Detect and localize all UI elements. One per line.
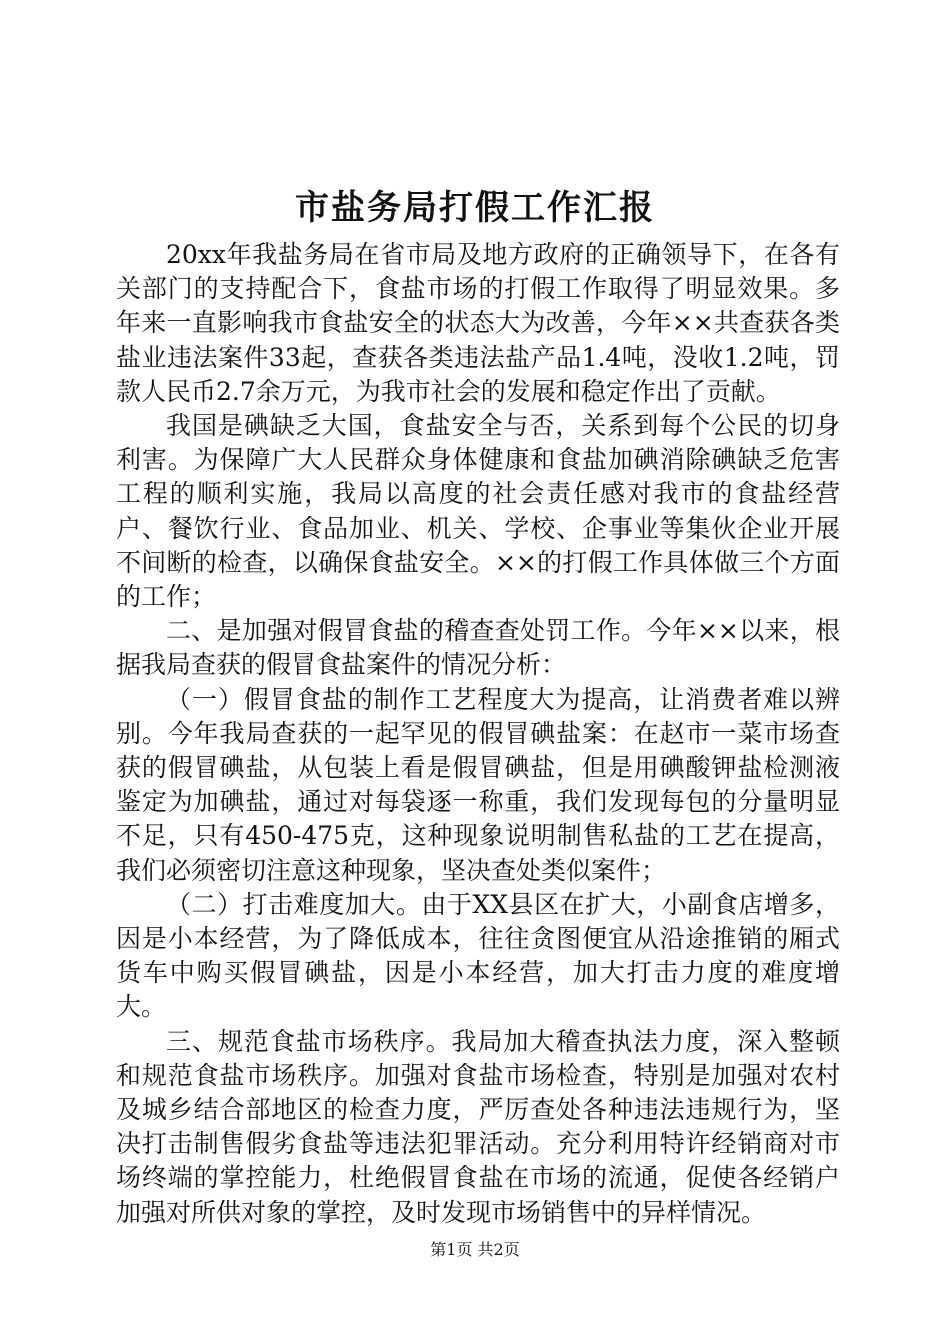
paragraph-item-two: （二）打击难度加大。由于XX县区在扩大，小副食店增多，因是小本经营，为了降低成本，往往贪图便宜从沿途推销的厢式货车中购买假冒碘盐，因是小本经营，加大打击力度的难度增大。 bbox=[116, 889, 840, 1022]
paragraph-background: 我国是碘缺乏大国，食盐安全与否，关系到每个公民的切身利害。为保障广大人民群众身体健康和食盐加碘消除碘缺乏危害工程的顺利实施，我局以高度的社会责任感对我市的食盐经营户、餐饮行业、食品加业、机关、学校、企事业等集伙企业开展不间断的检查，以确保食盐安全。××的打假工作具体做三个方面的工作； bbox=[116, 411, 840, 612]
document-body bbox=[116, 238, 840, 1230]
paragraph-section-three: 三、规范食盐市场秩序。我局加大稽查执法力度，深入整顿和规范食盐市场秩序。加强对食盐市场检查，特别是加强对农村及城乡结合部地区的检查力度，严厉查处各种违法违规行为，坚决打击制售假劣食盐等违法犯罪活动。充分利用特许经销商对市场终端的掌控能力，杜绝假冒食盐在市场的流通，促使各经销户加强对所供对象的掌控，及时发现市场销售中的异样情况。 bbox=[116, 1026, 840, 1227]
paragraph-intro: 20xx年我盐务局在省市局及地方政府的正确领导下，在各有关部门的支持配合下，食盐市场的打假工作取得了明显效果。多年来一直影响我市食盐安全的状态大为改善，今年××共查获各类盐业违法案件33起，查获各类违法盐产品1.4吨，没收1.2吨，罚款人民币2.7余万元，为我市社会的发展和稳定作出了贡献。 bbox=[116, 240, 840, 406]
paragraph-item-one: （一）假冒食盐的制作工艺程度大为提高，让消费者难以辨别。今年我局查获的一起罕见的假冒碘盐案：在赵市一菜市场查获的假冒碘盐，从包装上看是假冒碘盐，但是用碘酸钾盐检测液鉴定为加碘盐，通过对每袋逐一称重，我们发现每包的分量明显不足，只有450-475克，这种现象说明制售私盐的工艺在提高，我们必须密切注意这种现象，坚决查处类似案件； bbox=[116, 684, 840, 885]
paragraph-section-two: 二、是加强对假冒食盐的稽查查处罚工作。今年××以来，根据我局查获的假冒食盐案件的情况分析： bbox=[116, 616, 840, 680]
page-number-footer: 第1页 共2页 bbox=[430, 1240, 520, 1259]
document-title: 市盐务局打假工作汇报 bbox=[295, 188, 655, 228]
